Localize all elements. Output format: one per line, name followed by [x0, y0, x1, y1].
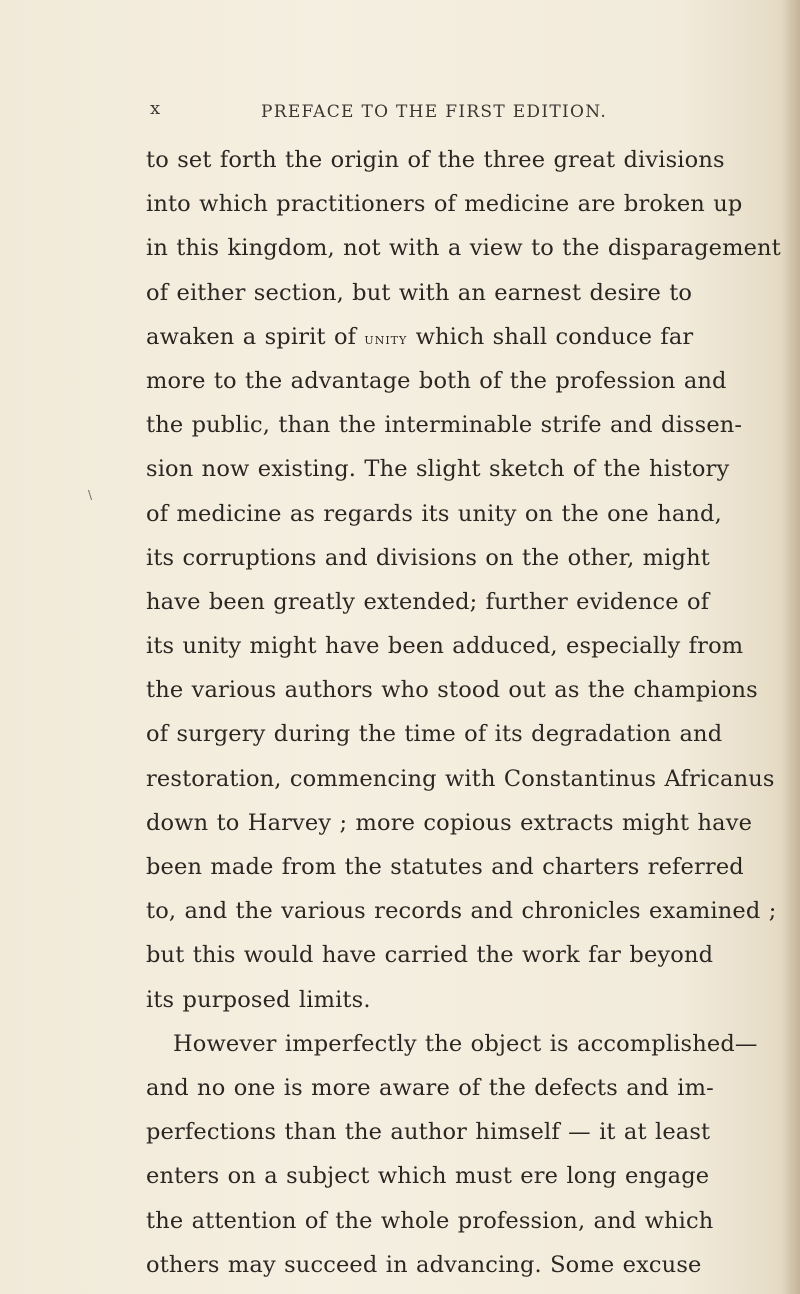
text-line: of either section, but with an earnest desire to [146, 279, 693, 306]
text-line: restoration, commencing with Constantinus Africanus [146, 765, 775, 792]
text-line: of medicine as regards its unity on the one hand, [146, 500, 722, 527]
text-line: have been greatly extended; further evidence of [146, 588, 710, 615]
text-line: the public, than the interminable strife and dissen- [146, 412, 743, 439]
text-line: its unity might have been adduced, especially from [146, 633, 744, 660]
running-head: PREFACE TO THE FIRST EDITION. [261, 102, 608, 122]
text-line [146, 315, 776, 359]
text-line: down to Harvey ; more copious extracts might have [146, 809, 753, 836]
text-line: but this would have carried the work far beyond [146, 942, 714, 969]
paragraph-start-line: However imperfectly the object is accomplished— [173, 1030, 758, 1057]
text-line: the attention of the whole profession, and which [146, 1207, 714, 1234]
text-line: to, and the various records and chronicles examined ; [146, 898, 777, 925]
page-number: x [150, 98, 162, 119]
text-line: been made from the statutes and charters referred [146, 854, 744, 880]
text-segment: awaken a spirit of [146, 323, 365, 350]
text-line: enters on a subject which must ere long engage [146, 1163, 710, 1190]
text-line: the various authors who stood out as the champions [146, 677, 758, 704]
text-line: in this kingdom, not with a view to the disparagement [146, 235, 781, 262]
page-header [126, 88, 666, 122]
body-text [146, 138, 781, 1287]
page-edge-shadow [782, 0, 800, 1294]
text-line: to set forth the origin of the three great divisions [146, 147, 725, 173]
text-line: more to the advantage both of the profession and [146, 367, 727, 394]
text-line: and no one is more aware of the defects and im- [146, 1074, 714, 1101]
text-line: perfections than the author himself — it at least [146, 1119, 711, 1146]
text-line: into which practitioners of medicine are broken up [146, 191, 743, 218]
text-line: its corruptions and divisions on the other, might [146, 544, 710, 571]
text-line: its purposed limits. [146, 986, 371, 1013]
text-line: of surgery during the time of its degradation and [146, 721, 723, 748]
stray-mark: \ [88, 488, 93, 502]
text-line: sion now existing. The slight sketch of the history [146, 456, 730, 483]
text-segment: which shall conduce far [407, 323, 694, 350]
text-line: others may succeed in advancing. Some excuse [146, 1251, 702, 1278]
small-caps-word: unity [364, 329, 408, 348]
